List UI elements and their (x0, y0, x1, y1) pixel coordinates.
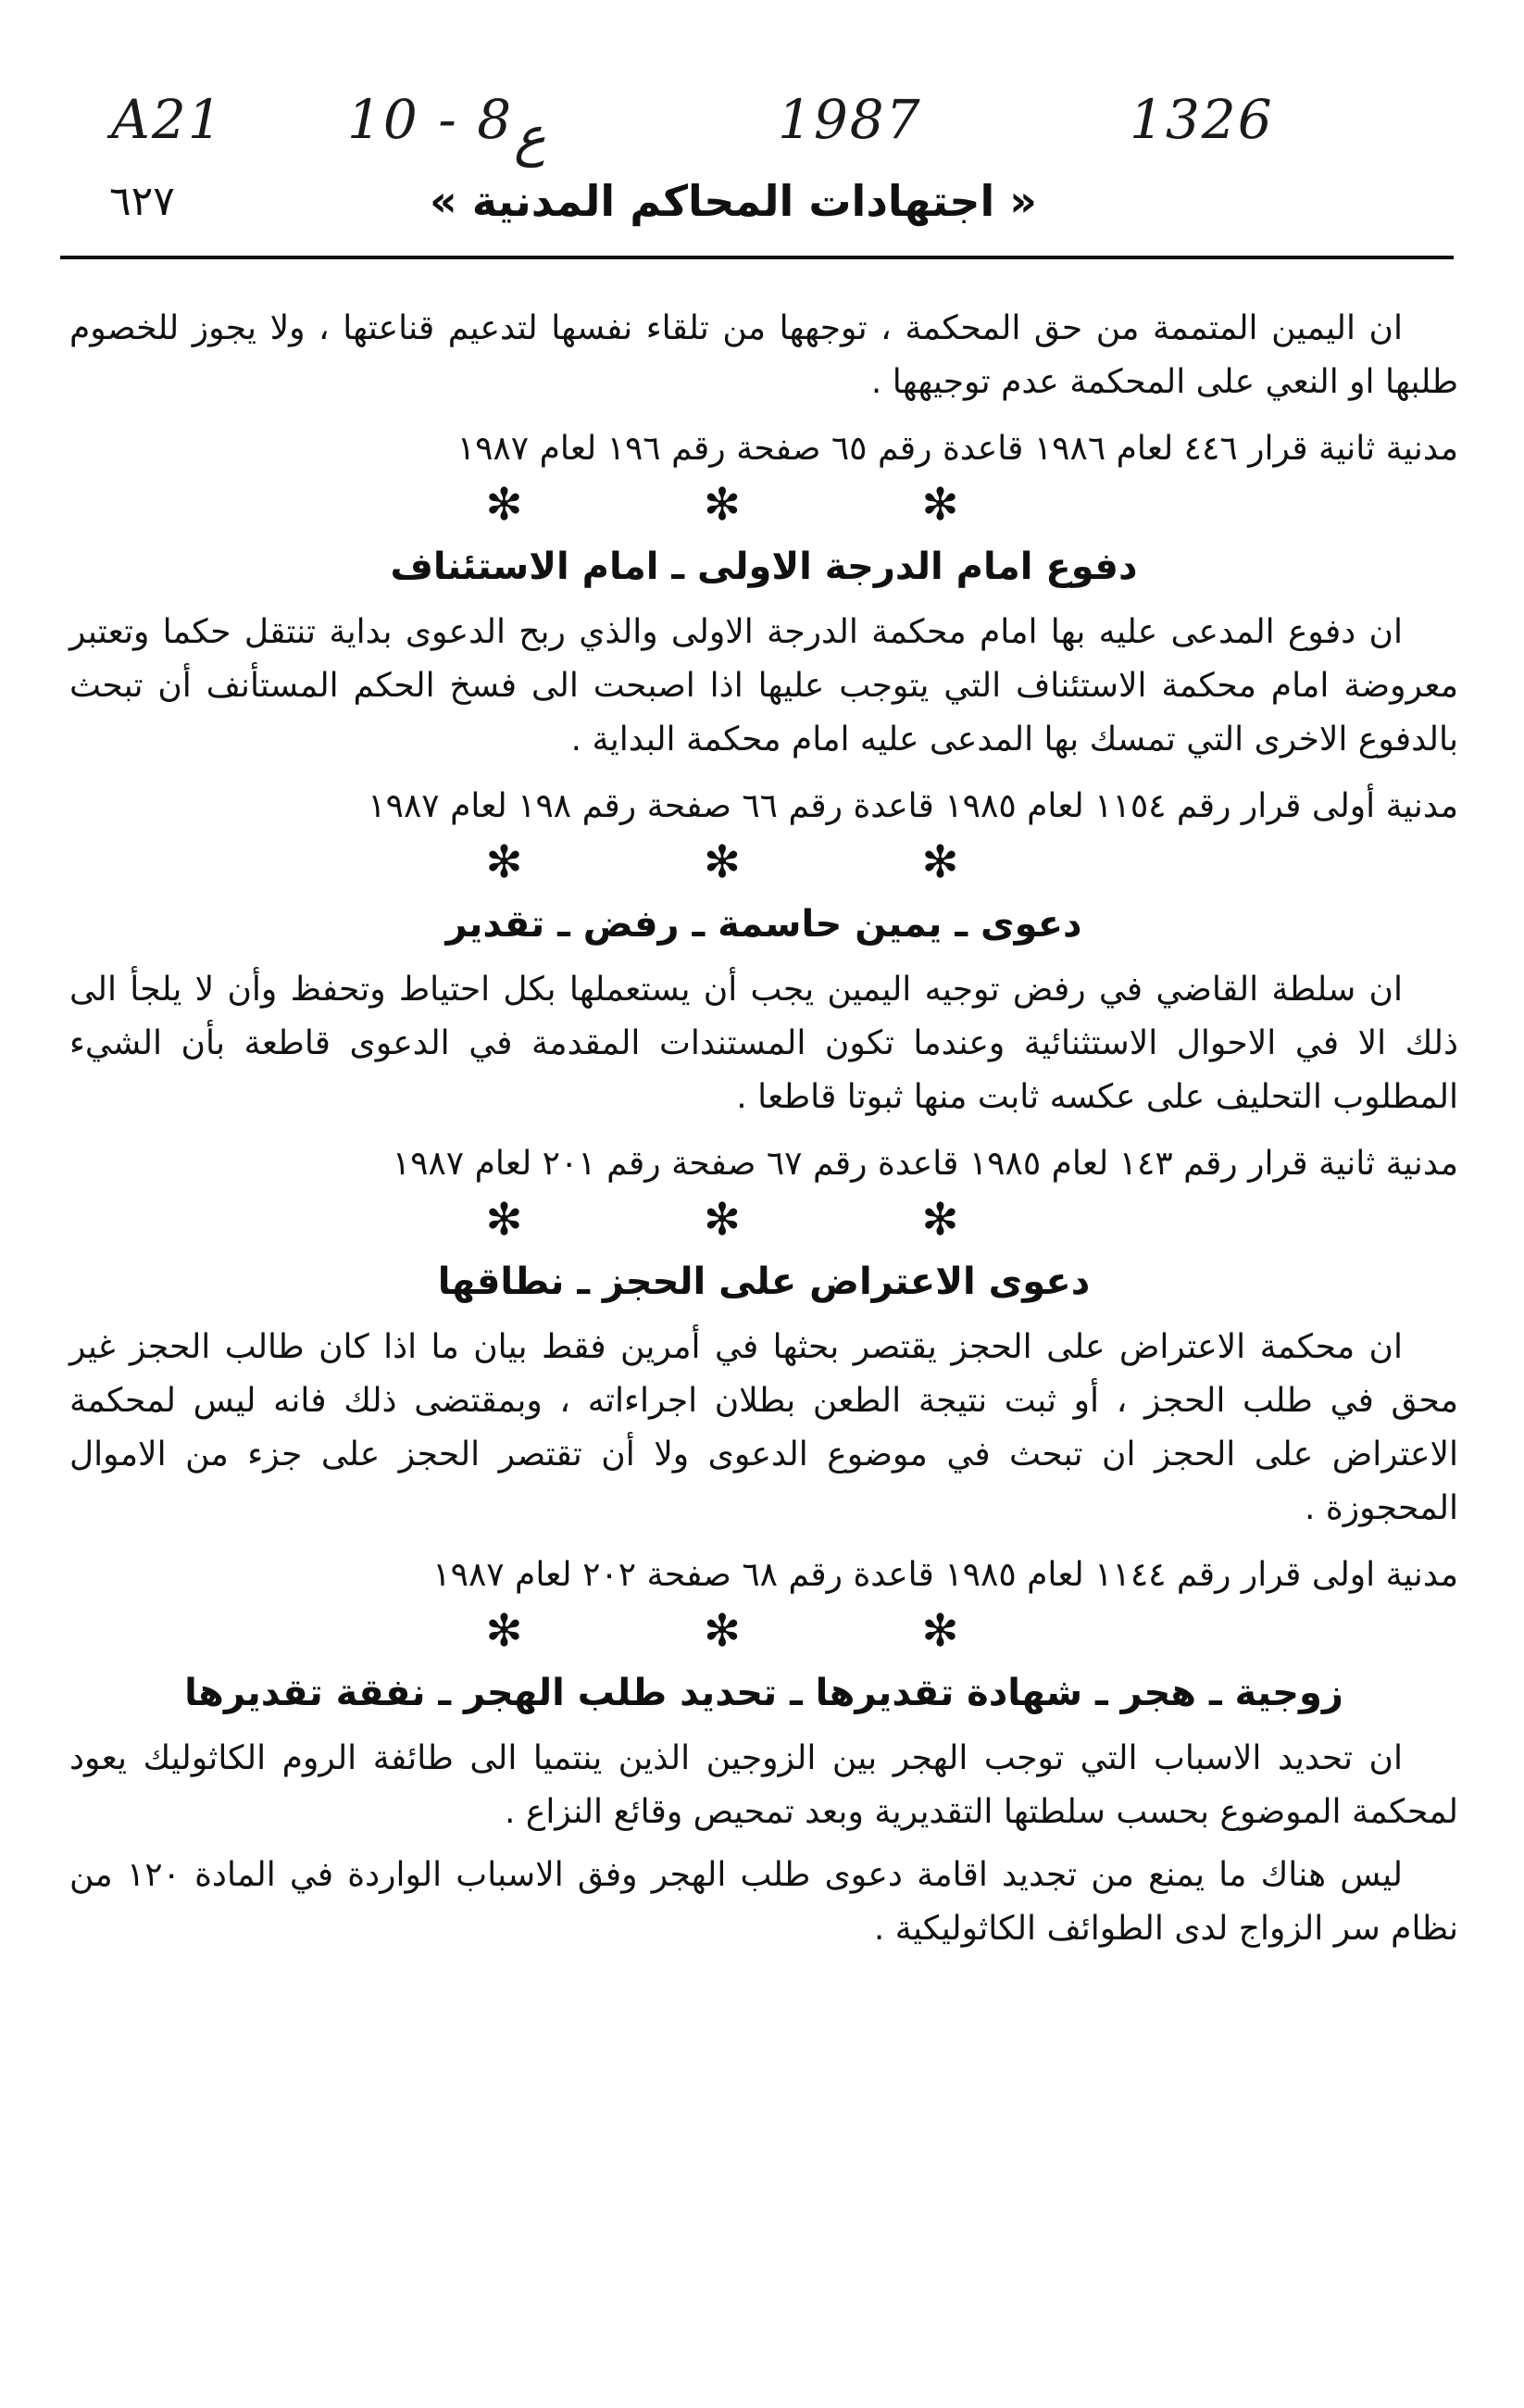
ruling-paragraph: ان محكمة الاعتراض على الحجز يقتصر بحثها في أمرين فقط بيان ما اذا كان طالب الحجز غير محق في طلب الحجز ، أو ثبت نتيجة الطعن بطلان اجراءاته ، وبمقتضى ذلك فانه ليس لمحكمة الاعتراض على الحجز ان تبحث في موضوع الدعوى ولا أن تقتصر الحجز على جزء من الاموال المحجوزة . (69, 1328, 1458, 1527)
citation-reference: مدنية أولى قرار رقم ١١٥٤ لعام ١٩٨٥ قاعدة رقم ٦٦ صفحة رقم ١٩٨ لعام ١٩٨٧ (368, 787, 1458, 825)
main-content (69, 302, 1458, 1965)
ruling-section (69, 539, 1458, 834)
section-heading: دعوى ـ يمين حاسمة ـ رفض ـ تقدير (445, 903, 1082, 946)
handwritten-note-code: A21 (111, 88, 224, 151)
page-number: ٦٢٧ (109, 178, 175, 225)
section-separator: ✻ ✻ ✻ (485, 1194, 1043, 1246)
running-title: « اجتهادات المحاكم المدنية » (430, 176, 1037, 226)
ruling-paragraph: ان تحديد الاسباب التي توجب الهجر بين الزوجين الذين ينتميا الى طائفة الروم الكاثوليك يعود لمحكمة الموضوع بحسب سلطتها التقديرية وبعد تمحيص وقائع النزاع . (69, 1739, 1458, 1831)
ruling-paragraph: ان دفوع المدعى عليه بها امام محكمة الدرجة الاولى والذي ربح الدعوى بداية تنتقل حكما وتعتبر معروضة امام محكمة الاستئناف التي يتوجب عليها اذا اصبحت الى فسخ الحكم المستأنف أن تبحث بالدفوع الاخرى التي تمسك بها المدعى عليه امام محكمة البداية . (69, 613, 1458, 759)
ruling-section (69, 302, 1458, 476)
handwritten-note-year: 1987 (778, 88, 922, 151)
header-divider (60, 256, 1454, 259)
section-separator: ✻ ✻ ✻ (485, 479, 1043, 531)
handwritten-note-letter: ع (514, 105, 546, 168)
handwritten-note-number: 1326 (1130, 88, 1274, 151)
section-separator: ✻ ✻ ✻ (485, 1605, 1043, 1657)
ruling-section (69, 1665, 1458, 1956)
citation-reference: مدنية ثانية قرار رقم ١٤٣ لعام ١٩٨٥ قاعدة رقم ٦٧ صفحة رقم ٢٠١ لعام ١٩٨٧ (392, 1145, 1458, 1183)
ruling-section (69, 1254, 1458, 1602)
handwritten-note-date: 10 - 8 (347, 88, 514, 151)
citation-reference: مدنية ثانية قرار ٤٤٦ لعام ١٩٨٦ قاعدة رقم ٦٥ صفحة رقم ١٩٦ لعام ١٩٨٧ (456, 430, 1458, 468)
section-heading: دعوى الاعتراض على الحجز ـ نطاقها (437, 1260, 1091, 1303)
ruling-paragraph: ليس هناك ما يمنع من تجديد اقامة دعوى طلب الهجر وفق الاسباب الواردة في المادة ١٢٠ من نظام سر الزواج لدى الطوائف الكاثوليكية . (69, 1856, 1458, 1948)
ruling-paragraph: ان سلطة القاضي في رفض توجيه اليمين يجب أن يستعملها بكل احتياط وتحفظ وأن لا يلجأ الى ذلك الا في الاحوال الاستثنائية وعندما تكون المستندات المقدمة في الدعوى قاطعة بأن الشيء المطلوب التحليف على عكسه ثابت منها ثبوتا قاطعا . (69, 971, 1458, 1116)
ruling-section (69, 897, 1458, 1191)
section-separator: ✻ ✻ ✻ (485, 836, 1043, 888)
section-heading: دفوع امام الدرجة الاولى ـ امام الاستئناف (390, 546, 1138, 588)
section-heading: زوجية ـ هجر ـ شهادة تقديرها ـ تحديد طلب الهجر ـ نفقة تقديرها (184, 1672, 1343, 1714)
ruling-paragraph: ان اليمين المتممة من حق المحكمة ، توجهها من تلقاء نفسها لتدعيم قناعتها ، ولا يجوز للخصوم طلبها او النعي على المحكمة عدم توجيهها . (69, 309, 1458, 401)
citation-reference: مدنية اولى قرار رقم ١١٤٤ لعام ١٩٨٥ قاعدة رقم ٦٨ صفحة ٢٠٢ لعام ١٩٨٧ (432, 1556, 1458, 1594)
